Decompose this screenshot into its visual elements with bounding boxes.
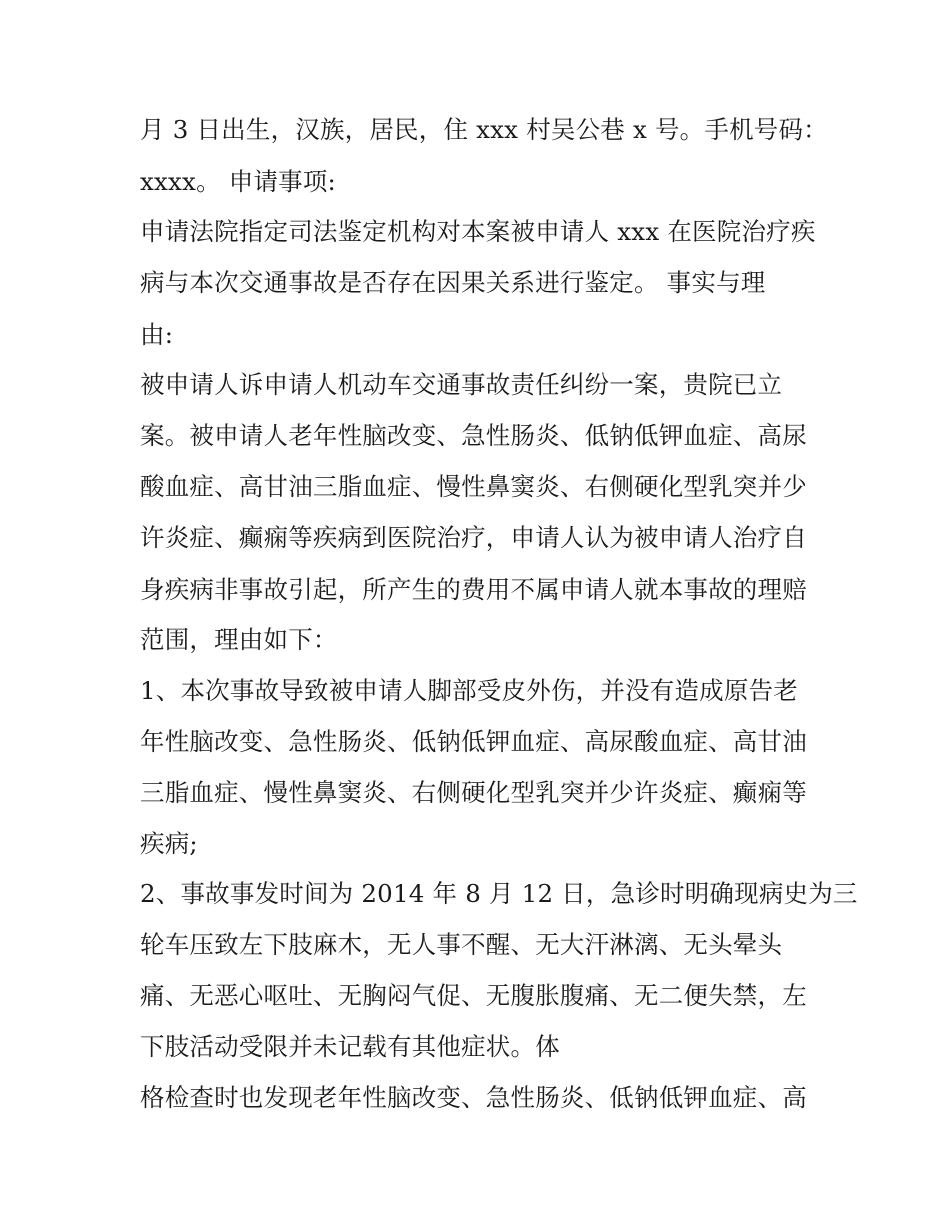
text-line: 格检查时也发现老年性脑改变、急性肠炎、低钠低钾血症、高 <box>140 1083 807 1112</box>
text-line: 病与本次交通事故是否存在因果关系进行鉴定。 事实与理 <box>140 268 766 297</box>
text-line: 月 3 日出生，汉族，居民，住 xxx 村吴公巷 x 号。手机号码： <box>140 115 828 144</box>
text-line: 许炎症、癫痫等疾病到医院治疗，申请人认为被申请人治疗自 <box>140 523 807 552</box>
text-line: xxxx。 申请事项: <box>140 167 337 196</box>
text-line: 痛、无恶心呕吐、无胸闷气促、无腹胀腹痛、无二便失禁，左 <box>140 981 807 1010</box>
text-line: 疾病; <box>140 829 198 858</box>
text-line: 下肢活动受限并未记载有其他症状。体 <box>140 1032 560 1061</box>
text-line: 身疾病非事故引起，所产生的费用不属申请人就本事故的理赔 <box>140 575 807 604</box>
text-line: 被申请人诉申请人机动车交通事故责任纠纷一案，贵院已立 <box>140 370 783 399</box>
text-line: 轮车压致左下肢麻木，无人事不醒、无大汗淋漓、无头晕头 <box>140 930 783 959</box>
text-line: 1、本次事故导致被申请人脚部受皮外伤，并没有造成原告老 <box>140 676 798 705</box>
text-line: 案。被申请人老年性脑改变、急性肠炎、低钠低钾血症、高尿 <box>140 421 807 450</box>
text-line: 酸血症、高甘油三脂血症、慢性鼻窦炎、右侧硬化型乳突并少 <box>140 472 807 501</box>
text-line: 申请法院指定司法鉴定机构对本案被申请人 xxx 在医院治疗疾 <box>140 217 816 246</box>
text-line: 三脂血症、慢性鼻窦炎、右侧硬化型乳突并少许炎症、癫痫等 <box>140 778 807 807</box>
text-line: 年性脑改变、急性肠炎、低钠低钾血症、高尿酸血症、高甘油 <box>140 727 807 756</box>
text-line: 范围，理由如下： <box>140 625 338 654</box>
text-line: 由: <box>140 320 174 349</box>
text-line: 2、事故事发时间为 2014 年 8 月 12 日，急诊时明确现病史为三 <box>140 879 858 908</box>
